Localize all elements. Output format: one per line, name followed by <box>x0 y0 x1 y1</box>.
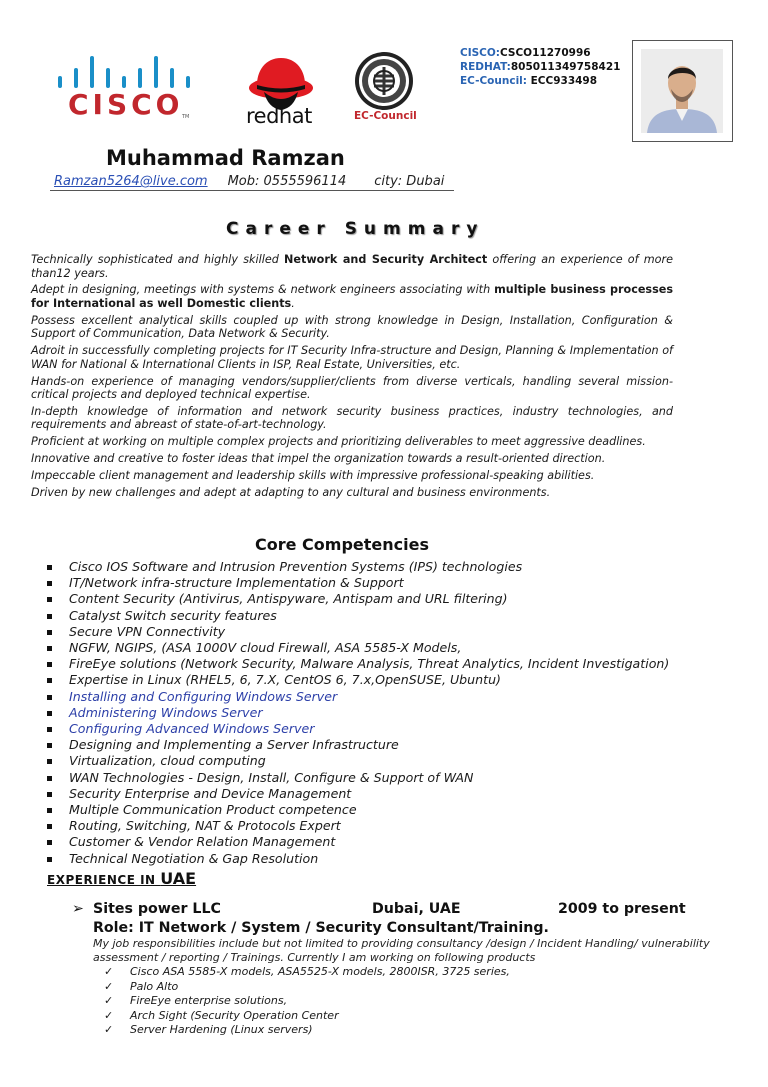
cisco-bars-icon <box>56 52 192 88</box>
cisco-logo: CISCO TM <box>56 52 192 124</box>
summary-paragraph: Hands-on experience of managing vendors/supplier/clients from diverse verticals, handling several mission-critical projects and deployed technical expertise. <box>31 374 673 402</box>
job-product-text: Palo Alto <box>130 979 179 993</box>
cisco-wordmark: CISCO <box>68 88 184 121</box>
redhat-logo <box>244 48 318 128</box>
core-competencies-list <box>47 559 727 867</box>
eccouncil-logo <box>352 50 416 126</box>
competency-text: Designing and Implementing a Server Infrastructure <box>69 737 399 753</box>
square-bullet-icon <box>47 808 52 813</box>
cert-cisco: CISCO:CSCO11270996 <box>460 47 591 59</box>
job-location: Dubai, UAE <box>372 901 461 917</box>
job-product-list <box>104 965 510 1038</box>
contact-line <box>50 174 454 191</box>
job-product-item <box>104 980 510 995</box>
competency-item <box>47 559 727 575</box>
redhat-wordmark: redhat <box>246 104 312 128</box>
job-role: Role: IT Network / System / Security Consultant/Training. <box>93 920 549 936</box>
summary-paragraph: Innovative and creative to foster ideas that impel the organization towards a result-oriented direction. <box>31 452 606 466</box>
cert-eccouncil: EC-Council: ECC933498 <box>460 75 598 87</box>
competency-item <box>47 737 727 753</box>
summary-paragraph: In-depth knowledge of information and network security business practices, industry technologies, and requirements and abreast of state-of-art-technology. <box>31 404 673 432</box>
square-bullet-icon <box>47 824 52 829</box>
summary-paragraph: Proficient at working on multiple complex projects and prioritizing deliverables to meet aggressive deadlines. <box>31 435 646 449</box>
job-product-text: Cisco ASA 5585-X models, ASA5525-X models, 2800ISR, 3725 series, <box>130 965 510 978</box>
competency-text: Configuring Advanced Windows Server <box>69 721 315 737</box>
job-product-item <box>104 1009 510 1024</box>
experience-heading: EXPERIENCE IN UAE <box>47 869 197 888</box>
competency-text: Secure VPN Connectivity <box>69 623 226 639</box>
competency-item <box>47 591 727 607</box>
square-bullet-icon <box>47 581 52 586</box>
competency-item <box>47 851 727 867</box>
competency-item <box>47 575 727 591</box>
cert-redhat: REDHAT:805011349758421 <box>460 61 621 73</box>
career-summary <box>31 253 673 502</box>
core-competencies-heading: Core Competencies <box>255 535 429 554</box>
square-bullet-icon <box>47 857 52 862</box>
competency-text: Customer & Vendor Relation Management <box>69 834 336 850</box>
competency-text: Virtualization, cloud computing <box>69 753 266 769</box>
candidate-name: Muhammad Ramzan <box>106 146 345 170</box>
certification-list <box>460 46 630 88</box>
competency-text: FireEye solutions (Network Security, Malware Analysis, Threat Analytics, Incident Investigation) <box>69 656 670 672</box>
competency-text: IT/Network infra-structure Implementation & Support <box>69 575 404 591</box>
job-product-text: Server Hardening (Linux servers) <box>130 1023 313 1037</box>
square-bullet-icon <box>47 727 52 732</box>
job-product-text: Arch Sight (Security Operation Center <box>130 1008 339 1022</box>
square-bullet-icon <box>47 840 52 845</box>
checkmark-icon: ✓ <box>104 979 114 993</box>
city: city: Dubai <box>374 174 445 189</box>
summary-paragraph: Possess excellent analytical skills coupled up with strong knowledge in Design, Installation, Configuration & Support of Communication, Data Network & Security. <box>31 313 673 341</box>
competency-item <box>47 608 727 624</box>
competency-item <box>47 656 727 672</box>
square-bullet-icon <box>47 678 52 683</box>
square-bullet-icon <box>47 597 52 602</box>
checkmark-icon: ✓ <box>104 1008 114 1022</box>
mobile-number: Mob: 0555596114 <box>227 174 347 189</box>
profile-photo <box>641 49 723 133</box>
square-bullet-icon <box>47 646 52 651</box>
competency-text: Administering Windows Server <box>69 704 263 720</box>
job-product-item <box>104 965 510 980</box>
competency-item <box>47 689 727 705</box>
competency-text: Security Enterprise and Device Management <box>69 785 352 801</box>
square-bullet-icon <box>47 614 52 619</box>
square-bullet-icon <box>47 759 52 764</box>
summary-paragraph: Driven by new challenges and adept at adapting to any cultural and business environments. <box>31 485 551 499</box>
summary-paragraph: Adept in designing, meetings with systems & network engineers associating with multiple business processes for International as well Domestic clients. <box>31 283 673 310</box>
eccouncil-wordmark: EC-Council <box>354 110 417 122</box>
competency-text: Expertise in Linux (RHEL5, 6, 7.X, CentOS 6, 7.x,OpenSUSE, Ubuntu) <box>69 672 501 688</box>
competency-text: Catalyst Switch security features <box>69 607 277 623</box>
competency-text: Content Security (Antivirus, Antispyware, Antispam and URL filtering) <box>69 591 508 607</box>
square-bullet-icon <box>47 711 52 716</box>
email-link[interactable]: Ramzan5264@live.com <box>54 174 208 189</box>
square-bullet-icon <box>47 743 52 748</box>
job-company: Sites power LLC <box>93 901 221 917</box>
job-header <box>72 901 692 921</box>
square-bullet-icon <box>47 792 52 797</box>
square-bullet-icon <box>47 776 52 781</box>
competency-text: NGFW, NGIPS, (ASA 1000V cloud Firewall, ASA 5585-X Models, <box>69 640 462 656</box>
job-dates: 2009 to present <box>558 901 686 917</box>
arrow-bullet-icon: ➢ <box>72 901 84 917</box>
competency-item <box>47 786 727 802</box>
career-summary-heading: Career Summary <box>226 219 485 239</box>
checkmark-icon: ✓ <box>104 1023 114 1037</box>
summary-paragraph: Technically sophisticated and highly skilled Network and Security Architect offering an experience of more than12 years. <box>31 253 674 280</box>
checkmark-icon: ✓ <box>104 994 114 1008</box>
competency-item <box>47 770 727 786</box>
eccouncil-seal-icon <box>352 50 416 112</box>
job-description: My job responsibilities include but not limited to providing consultancy /design / Incident Handling/ vulnerability assessment / reporting / Trainings. Currently I am working on following products <box>93 937 710 964</box>
competency-item <box>47 640 727 656</box>
competency-item <box>47 753 727 769</box>
competency-item <box>47 705 727 721</box>
competency-text: Multiple Communication Product competence <box>69 802 357 818</box>
job-product-item <box>104 1023 510 1038</box>
checkmark-icon: ✓ <box>104 965 114 978</box>
competency-item <box>47 802 727 818</box>
competency-item <box>47 672 727 688</box>
square-bullet-icon <box>47 565 52 570</box>
competency-item <box>47 721 727 737</box>
competency-text: WAN Technologies - Design, Install, Configure & Support of WAN <box>69 769 474 785</box>
competency-item <box>47 624 727 640</box>
job-product-item <box>104 994 510 1009</box>
square-bullet-icon <box>47 630 52 635</box>
competency-item <box>47 834 727 850</box>
competency-text: Installing and Configuring Windows Server <box>69 688 338 704</box>
profile-photo-frame <box>632 40 733 142</box>
competency-text: Technical Negotiation & Gap Resolution <box>69 850 319 866</box>
job-product-text: FireEye enterprise solutions, <box>130 994 288 1008</box>
square-bullet-icon <box>47 662 52 667</box>
summary-paragraph: Impeccable client management and leadership skills with impressive professional-speaking abilities. <box>31 468 595 482</box>
square-bullet-icon <box>47 695 52 700</box>
competency-text: Cisco IOS Software and Intrusion Prevention Systems (IPS) technologies <box>69 559 523 574</box>
competency-text: Routing, Switching, NAT & Protocols Expert <box>69 818 341 834</box>
summary-paragraph: Adroit in successfully completing projects for IT Security Infra-structure and Design, Planning & Implementation of WAN for National & International Clients in ISP, Real Estate, Universities, etc. <box>31 344 673 371</box>
competency-item <box>47 818 727 834</box>
